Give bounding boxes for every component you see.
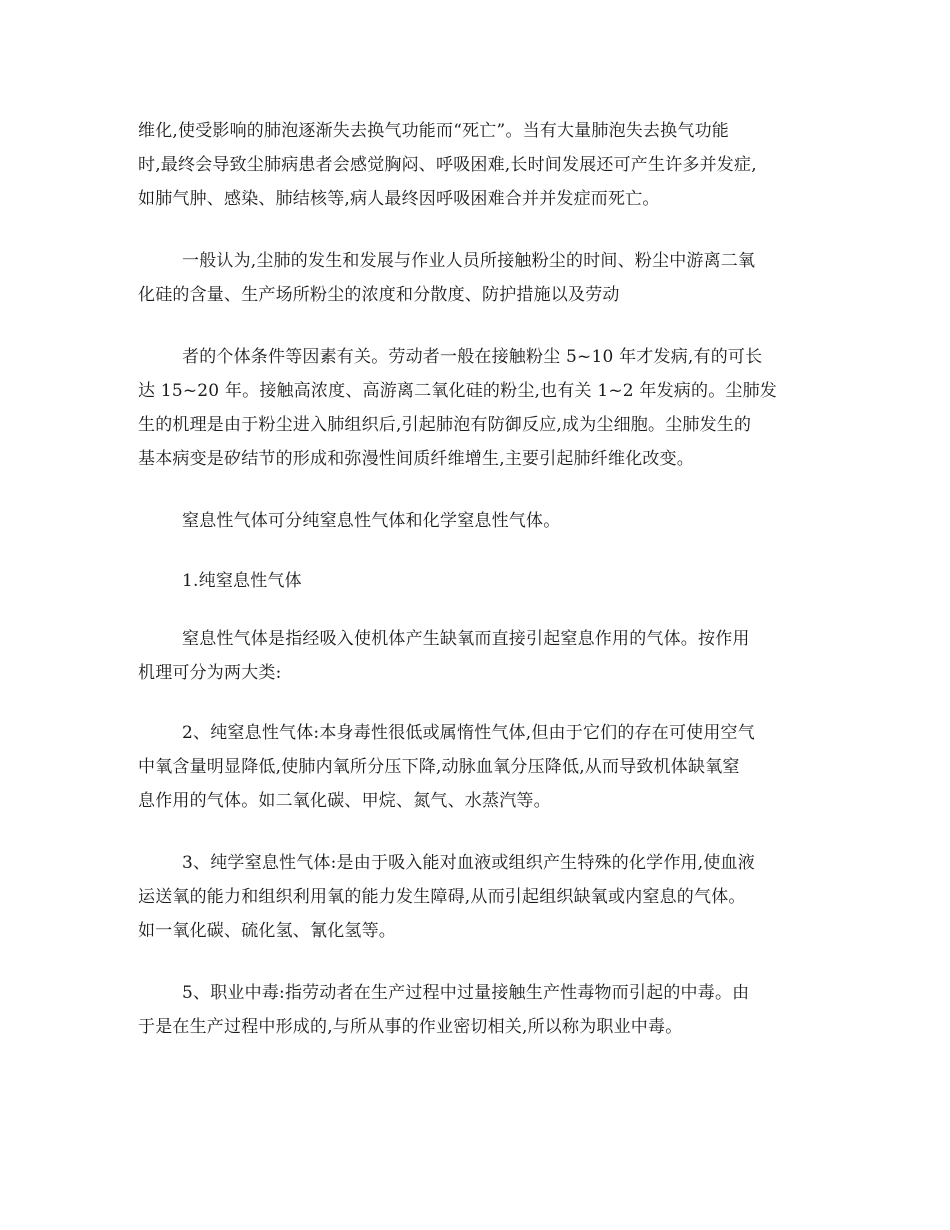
text-line: 如一氧化碳、硫化氢、氰化氢等。 bbox=[138, 921, 396, 941]
text-line: 1.纯窒息性气体 bbox=[182, 571, 302, 591]
text-line: 窒息性气体可分纯窒息性气体和化学窒息性气体。 bbox=[182, 511, 561, 531]
text-line: 5、职业中毒:指劳动者在生产过程中过量接触生产性毒物而引起的中毒。由 bbox=[182, 983, 750, 1003]
text-line: 时,最终会导致尘肺病患者会感觉胸闷、呼吸困难,长时间发展还可产生许多并发症, bbox=[138, 155, 757, 175]
text-line: 化硅的含量、生产场所粉尘的浓度和分散度、防护措施以及劳动 bbox=[138, 285, 620, 305]
paragraph-asphyxiant-definition bbox=[138, 622, 818, 690]
text-line: 生的机理是由于粉尘进入肺组织后,引起肺泡有防御反应,成为尘细胞。尘肺发生的 bbox=[138, 415, 752, 435]
text-line: 一般认为,尘肺的发生和发展与作业人员所接触粉尘的时间、粉尘中游离二氧 bbox=[182, 251, 756, 271]
paragraph-pneumoconiosis-factors bbox=[138, 244, 818, 312]
text-line: 于是在生产过程中形成的,与所从事的作业密切相关,所以称为职业中毒。 bbox=[138, 1017, 683, 1037]
text-line: 中氧含量明显降低,使肺内氧所分压下降,动脉血氧分压降低,从而导致机体缺氧窒 bbox=[138, 757, 740, 777]
text-line: 基本病变是矽结节的形成和弥漫性间质纤维增生,主要引起肺纤维化改变。 bbox=[138, 449, 695, 469]
paragraph-pure-asphyxiant-gas bbox=[138, 716, 818, 818]
text-line: 达 15~20 年。接触高浓度、高游离二氧化硅的粉尘,也有关 1~2 年发病的。尘肺发 bbox=[138, 381, 778, 401]
paragraph-pneumoconiosis-mechanism bbox=[138, 340, 818, 476]
text-line: 者的个体条件等因素有关。劳动者一般在接触粉尘 5~10 年才发病,有的可长 bbox=[182, 347, 763, 367]
text-line: 机理可分为两大类: bbox=[138, 663, 282, 683]
section-heading-pure-asphyxiant bbox=[138, 564, 818, 598]
paragraph-occupational-poisoning bbox=[138, 976, 818, 1044]
text-line: 息作用的气体。如二氧化碳、甲烷、氮气、水蒸汽等。 bbox=[138, 791, 551, 811]
text-line: 窒息性气体是指经吸入使机体产生缺氧而直接引起窒息作用的气体。按作用 bbox=[182, 629, 750, 649]
paragraph-asphyxiant-gas-types bbox=[138, 504, 818, 538]
text-line: 维化,使受影响的肺泡逐渐失去换气功能而“死亡”。当有大量肺泡失去换气功能 bbox=[138, 121, 729, 141]
text-line: 3、纯学窒息性气体:是由于吸入能对血液或组织产生特殊的化学作用,使血液 bbox=[182, 853, 755, 873]
paragraph-pneumoconiosis-effects bbox=[138, 114, 818, 216]
text-line: 如肺气肿、感染、肺结核等,病人最终因呼吸困难合并并发症而死亡。 bbox=[138, 189, 660, 209]
text-line: 2、纯窒息性气体:本身毒性很低或属惰性气体,但由于它们的存在可使用空气 bbox=[182, 723, 755, 743]
text-line: 运送氧的能力和组织利用氧的能力发生障碍,从而引起组织缺氧或内窒息的气体。 bbox=[138, 887, 746, 907]
paragraph-chemical-asphyxiant-gas bbox=[138, 846, 818, 948]
